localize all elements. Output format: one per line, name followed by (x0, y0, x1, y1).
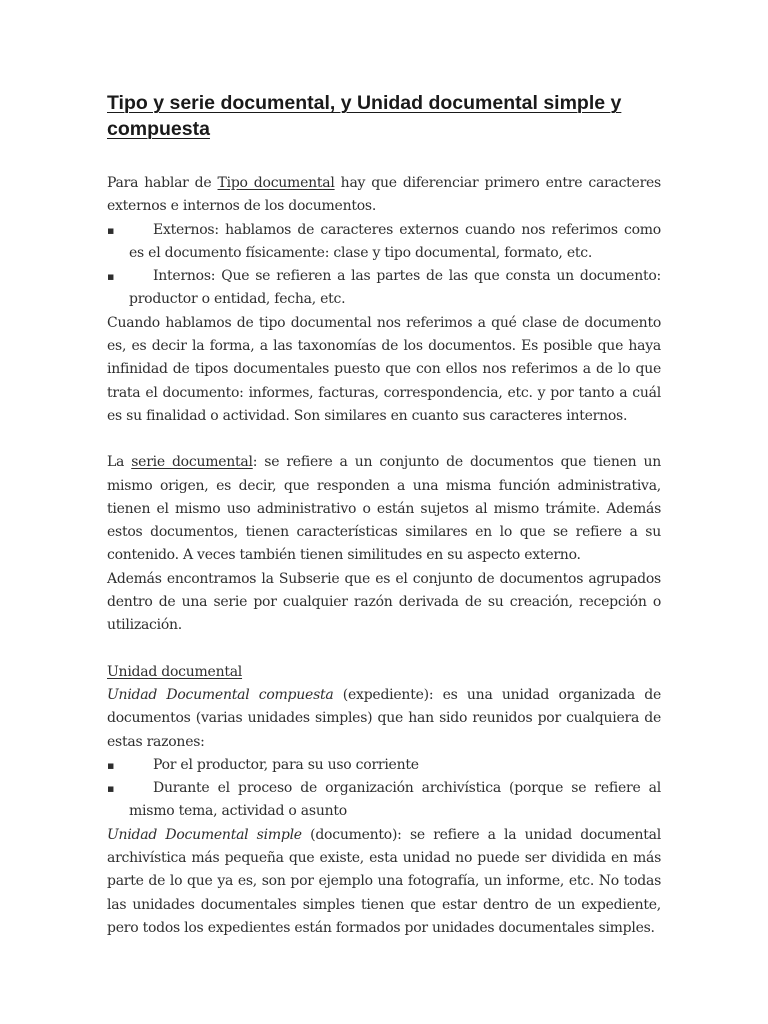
intro-pre-text: Para hablar de (107, 175, 218, 191)
document-title: Tipo y serie documental, y Unidad documental simple y compuesta (107, 92, 622, 140)
tipo-body-paragraph: Cuando hablamos de tipo documental nos referimos a qué clase de documento es, es decir la forma, a las taxonomías de los documentos. Es posible que haya infinidad de tipos documentales puesto que con ellos nos referimos a de lo que trata el documento: informes, facturas, correspondencia, etc. y por tanto a cuál es su finalidad o actividad. Son similares en cuanto sus caracteres internos. (107, 314, 661, 424)
list-item-externos (107, 219, 661, 266)
subserie-paragraph: Además encontramos la Subserie que es el conjunto de documentos agrupados dentro de una serie por cualquier razón derivada de su creación, recepción o utilización. (107, 570, 661, 634)
tipo-documental-term: Tipo documental (217, 175, 335, 191)
serie-post-text: : se refiere a un conjunto de documentos que tienen un mismo origen, es decir, que responden a una misma función administrativa, tienen el mismo uso administrativo o están sujetos al mismo trámite. Además estos documentos, tienen características similares en lo que se refiere a su contenido. A veces también tienen similitudes en su aspecto externo. (107, 454, 661, 564)
simple-text: (documento): se refiere a la unidad documental archivística más pequeña que existe, esta unidad no puede ser dividida en más parte de lo que ya es, son por ejemplo una fotografía, un informe, etc. No todas las unidades documentales simples tienen que estar dentro de un expediente, pero todos los expedientes están formados por unidades documentales simples. (107, 826, 661, 936)
intro-post-text: hay que diferenciar primero entre caracteres externos e internos de los documentos. (107, 175, 661, 215)
serie-documental-term: serie documental (131, 454, 253, 471)
compuesta-text: (expediente): es una unidad organizada de documentos (varias unidades simples) que han sido reunidos por cualquiera de estas razones: (107, 686, 662, 750)
serie-paragraph (107, 451, 661, 567)
bullet-icon: ▪ (107, 758, 115, 772)
serie-pre-text: La (107, 454, 132, 471)
bullet-icon: ▪ (107, 223, 115, 237)
bullet-icon: ▪ (107, 782, 115, 796)
simple-paragraph (107, 824, 661, 940)
simple-term: Unidad Documental simple (107, 826, 302, 843)
list-item-internos (107, 265, 661, 312)
list-item-text: Externos: hablamos de caracteres externos cuando nos referimos como es el documento físicamente: clase y tipo documental, formato, etc. (129, 221, 661, 261)
bullet-icon: ▪ (107, 270, 115, 284)
list-item-organizacion (107, 777, 661, 824)
compuesta-paragraph (107, 684, 661, 754)
list-item-text: Durante el proceso de organización archivística (porque se refiere al mismo tema, actividad o asunto (129, 780, 661, 820)
unidad-documental-heading: Unidad documental (107, 663, 243, 680)
list-item-text: Internos: Que se refieren a las partes de las que consta un documento: productor o entidad, fecha, etc. (129, 268, 661, 308)
list-item-text: Por el productor, para su uso corriente (153, 756, 419, 773)
list-item-productor (107, 754, 661, 777)
caracteres-list (107, 219, 661, 312)
tipo-intro-paragraph (107, 172, 661, 219)
compuesta-term: Unidad Documental compuesta (107, 686, 334, 703)
razones-list (107, 754, 661, 824)
